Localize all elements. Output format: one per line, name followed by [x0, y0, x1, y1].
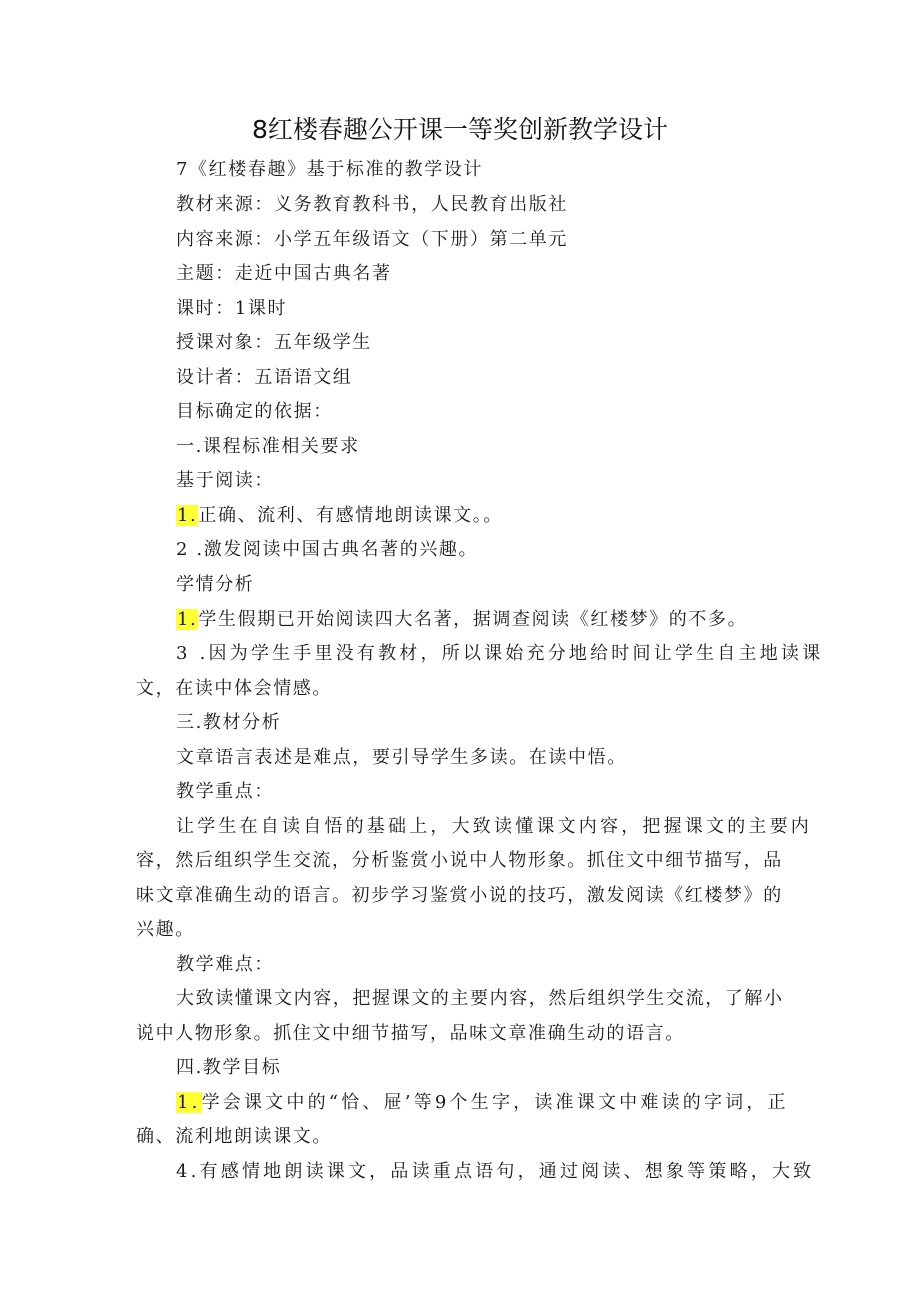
line-text: 7《红楼春趣》基于标准的教学设计	[176, 159, 484, 180]
line-text: 四.教学目标	[176, 1057, 282, 1078]
line-text: 目标确定的依据：	[176, 401, 333, 422]
document-title: 8红楼春趣公开课一等奖创新教学设计	[252, 115, 668, 144]
line-text: 文，在读中体会情感。	[136, 678, 332, 699]
list-item	[176, 641, 823, 667]
list-item	[176, 1159, 814, 1185]
line-text: 4.有感情地朗读课文，品读重点语句，通过阅读、想象等策略，大致	[176, 1161, 815, 1182]
paragraph-line	[136, 917, 195, 943]
list-item	[176, 607, 747, 633]
line-text: 兴趣。	[136, 919, 195, 940]
line-text: 课时：1课时	[176, 298, 288, 319]
highlighted-list-marker: 1.	[177, 1092, 201, 1113]
line-text: 设计者：五语语文组	[176, 367, 353, 388]
paragraph-line	[176, 399, 333, 425]
section-heading	[176, 434, 360, 460]
highlighted-list-marker: 1.	[177, 609, 198, 630]
line-text: 说中人物形象。抓住文中细节描写，品味文章准确生动的语言。	[136, 1023, 685, 1044]
line-text: 大致读懂课文内容，把握课文的主要内容，然后组织学生交流，了解小	[176, 988, 784, 1009]
paragraph-line	[136, 676, 332, 702]
line-text: 确、流利地朗读课文。	[136, 1126, 332, 1147]
paragraph-line	[176, 261, 392, 287]
list-item	[176, 1090, 789, 1116]
line-text: 授课对象：五年级学生	[176, 332, 372, 353]
line-text: 基于阅读：	[176, 470, 274, 491]
paragraph-line	[136, 1124, 332, 1150]
paragraph-line	[176, 952, 274, 978]
line-text: 一.课程标准相关要求	[176, 436, 360, 457]
line-text: 正确、流利、有感情地朗读课文。。	[198, 505, 503, 526]
line-text: 教材来源：义务教育教科书，人民教育出版社	[176, 194, 568, 215]
paragraph-line	[176, 157, 483, 183]
line-text: 教学难点：	[176, 954, 274, 975]
line-text: 文章语言表述是难点，要引导学生多读。在读中悟。	[176, 747, 627, 768]
paragraph-line	[176, 468, 274, 494]
line-text: 学生假期已开始阅读四大名著，据调查阅读《红楼梦》的不多。	[198, 609, 748, 630]
paragraph-line	[176, 814, 812, 840]
line-text: 容，然后组织学生交流，分析鉴赏小说中人物形象。抓住文中细节描写，品	[136, 850, 783, 871]
paragraph-line	[176, 779, 274, 805]
paragraph-line	[136, 883, 783, 909]
paragraph-line	[136, 1021, 685, 1047]
line-text: 主题：走近中国古典名著	[176, 263, 392, 284]
line-text: 内容来源：小学五年级语文（下册）第二单元	[176, 229, 568, 250]
line-text: 学情分析	[176, 574, 255, 595]
section-heading	[176, 572, 254, 598]
paragraph-line	[176, 296, 287, 322]
section-heading	[176, 710, 281, 736]
line-text: 教学重点：	[176, 781, 274, 802]
section-heading	[176, 1055, 281, 1081]
line-text: 学会课文中的“恰、屉’等9个生字，读准课文中难读的字词，正	[201, 1092, 789, 1113]
paragraph-line	[176, 330, 372, 356]
list-item	[176, 537, 478, 563]
line-text: 3 .因为学生手里没有教材，所以课始充分地给时间让学生自主地读课	[176, 643, 824, 664]
paragraph-line	[176, 227, 568, 253]
paragraph-line	[176, 365, 352, 391]
line-text: 2 .激发阅读中国古典名著的兴趣。	[176, 539, 479, 560]
line-text: 让学生在自读自悟的基础上，大致读懂课文内容，把握课文的主要内	[176, 816, 812, 837]
line-text: 味文章准确生动的语言。初步学习鉴赏小说的技巧，激发阅读《红楼梦》的	[136, 885, 783, 906]
list-item	[176, 503, 503, 529]
paragraph-line	[176, 745, 627, 771]
line-text: 三.教材分析	[176, 712, 282, 733]
highlighted-list-marker: 1.	[177, 505, 198, 526]
paragraph-line	[176, 986, 784, 1012]
paragraph-line	[136, 848, 783, 874]
paragraph-line	[176, 192, 568, 218]
